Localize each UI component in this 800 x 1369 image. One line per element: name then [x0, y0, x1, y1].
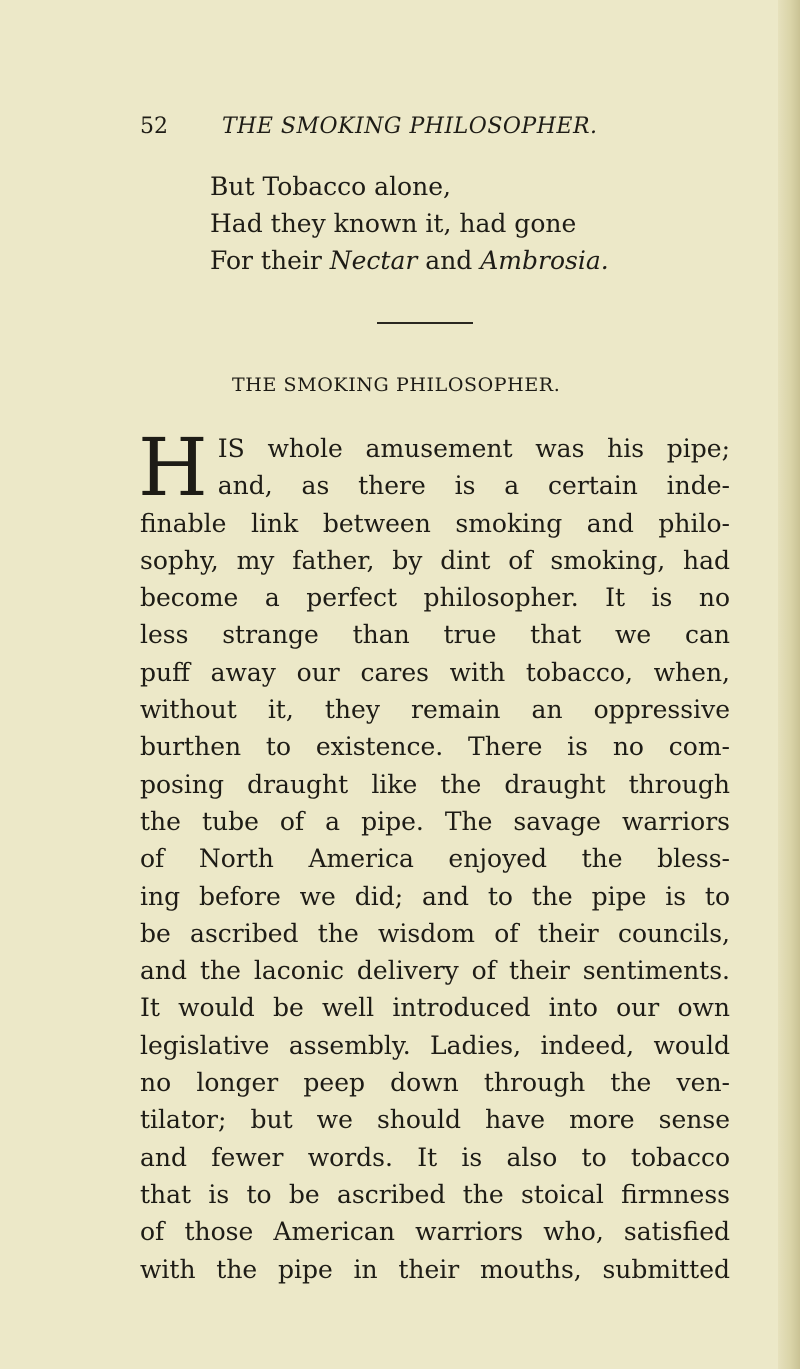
text-line: ing before we did; and to the pipe is to: [140, 881, 730, 911]
section-divider: [377, 322, 473, 324]
verse-line-1: But Tobacco alone,: [210, 172, 451, 201]
page-edge: [778, 0, 800, 1369]
running-header: [140, 110, 680, 144]
text-line: IS whole amusement was his pipe;: [217, 434, 730, 463]
section-title: THE SMOKING PHILOSOPHER.: [232, 374, 561, 396]
text-line: and the laconic delivery of their sentiments.: [140, 956, 730, 986]
text-line: with the pipe in their mouths, submitted: [140, 1254, 730, 1284]
text-line: posing draught like the draught through: [140, 769, 730, 799]
body-paragraph: [138, 421, 730, 1288]
text-line: without it, they remain an oppressive: [140, 695, 730, 725]
text-line: the tube of a pipe. The savage warriors: [140, 806, 730, 836]
text-line: and, as there is a certain inde-: [217, 471, 730, 501]
text-line: of North America enjoyed the bless-: [140, 844, 730, 874]
running-title: THE SMOKING PHILOSOPHER.: [222, 114, 598, 139]
verse-line-3-start: For their: [210, 246, 330, 275]
text-line: become a perfect philosopher. It is no: [140, 583, 730, 613]
text-line: legislative assembly. Ladies, indeed, would: [140, 1030, 730, 1060]
text-line: sophy, my father, by dint of smoking, had: [140, 545, 730, 575]
text-line: of those American warriors who, satisfied: [140, 1217, 730, 1247]
text-line: finable link between smoking and philo-: [140, 508, 730, 538]
text-line: It would be well introduced into our own: [140, 993, 730, 1023]
text-line: no longer peep down through the ven-: [140, 1068, 730, 1098]
verse-and: and: [417, 246, 481, 275]
text-line: burthen to existence. There is no com-: [140, 732, 730, 762]
page-number: 52: [140, 114, 168, 139]
text-line: less strange than true that we can: [140, 620, 730, 650]
verse-ambrosia: Ambrosia.: [480, 246, 609, 275]
text-line: be ascribed the wisdom of their councils,: [140, 918, 730, 948]
verse-block: [210, 168, 630, 279]
verse-line-3: [210, 242, 630, 279]
text-line: tilator; but we should have more sense: [140, 1105, 730, 1135]
text-line: and fewer words. It is also to tobacco: [140, 1142, 730, 1172]
text-line: that is to be ascribed the stoical firmness: [140, 1179, 730, 1209]
verse-nectar: Nectar: [329, 246, 418, 275]
text-line: puff away our cares with tobacco, when,: [140, 657, 730, 687]
drop-capital: H: [138, 421, 208, 514]
verse-line-2: Had they known it, had gone: [210, 209, 577, 238]
